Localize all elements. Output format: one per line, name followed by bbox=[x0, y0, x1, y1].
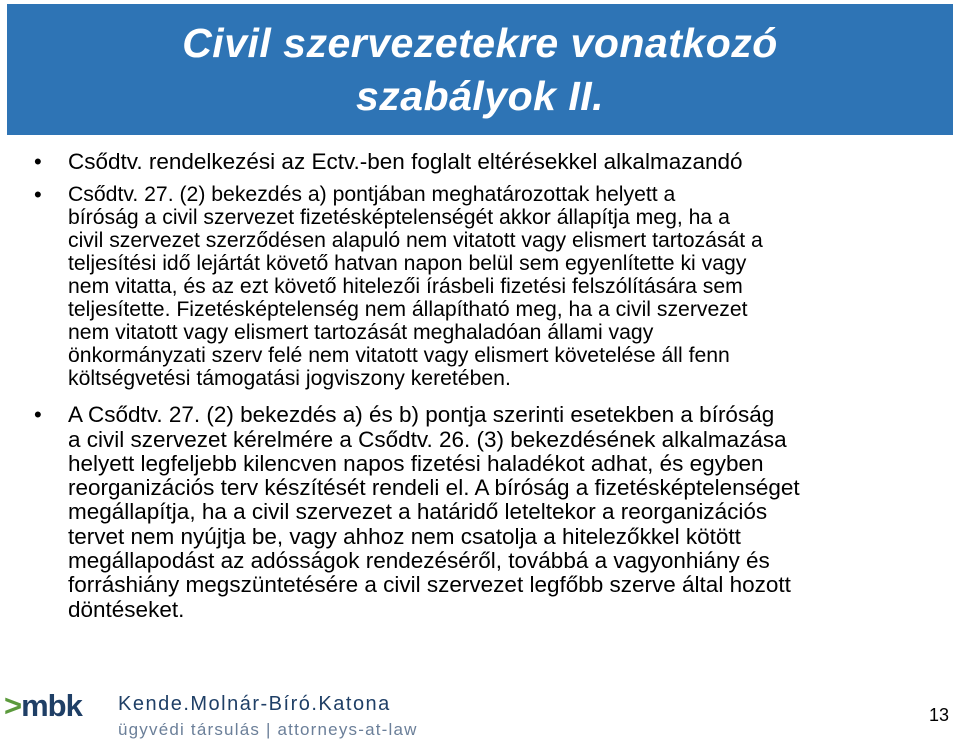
bullet-item-1 bbox=[34, 150, 944, 174]
bullet-3-line-5: megállapítja, ha a civil szervezet a határidő leteltekor a reorganizációs bbox=[68, 499, 768, 525]
bullet-2-line-8: önkormányzati szerv felé nem vitatott vagy elismert követelése áll fenn bbox=[68, 344, 730, 368]
bullet-2-line-7: nem vitatott vagy elismert tartozását meghaladóan állami vagy bbox=[68, 321, 654, 345]
slide-title-line-2: szabályok II. bbox=[355, 72, 605, 119]
bullet-2-line-5: nem vitatta, és az ezt követő hitelezői írásbeli fizetési felszólítására sem bbox=[68, 275, 743, 299]
firm-name: Kende.Molnár-Bíró.Katona bbox=[118, 693, 391, 715]
bullet-dot-icon: • bbox=[34, 182, 42, 208]
slide-footer bbox=[0, 680, 960, 740]
bullet-3-line-6: tervet nem nyújtja be, vagy ahhoz nem csatolja a hitelezőkkel kötött bbox=[68, 523, 741, 549]
slide-title-bar bbox=[7, 4, 953, 135]
bullet-dot-icon: • bbox=[34, 402, 42, 428]
bullet-3-line-7: megállapodást az adósságok rendezéséről, továbbá a vagyonhiány és bbox=[68, 548, 770, 574]
bullet-2-line-3: civil szervezet szerződésen alapuló nem vitatott vagy elismert tartozását a bbox=[68, 229, 763, 253]
bullet-2-line-2: bíróság a civil szervezet fizetésképtelenségét akkor állapítja meg, ha a bbox=[68, 206, 730, 230]
bullet-3-line-3: helyett legfeljebb kilencven napos fizetési haladékot adhat, és egyben bbox=[68, 450, 764, 476]
bullet-dot-icon: • bbox=[34, 149, 42, 174]
bullet-3-line-4: reorganizációs terv készítését rendeli el. A bíróság a fizetésképtelenséget bbox=[68, 475, 800, 501]
bullet-3-line-1: A Csődtv. 27. (2) bekezdés a) és b) pontja szerinti esetekben a bíróság bbox=[68, 402, 775, 428]
mbk-logo: >mbk bbox=[4, 688, 82, 723]
bullet-3-line-8: forráshiány megszüntetésére a civil szervezet legfőbb szerve által hozott bbox=[68, 572, 791, 598]
bullet-2-line-4: teljesítési idő lejártát követő hatvan napon belül sem egyenlítette ki vagy bbox=[68, 252, 747, 276]
bullet-2-line-9: költségvetési támogatási jogviszony keretében. bbox=[68, 367, 511, 391]
bullet-item-2 bbox=[34, 183, 944, 390]
bullet-3-line-2: a civil szervezet kérelmére a Csődtv. 26. (3) bekezdésének alkalmazása bbox=[68, 426, 787, 452]
slide-body bbox=[34, 150, 944, 622]
bullet-1-line-1: Csődtv. rendelkezési az Ectv.-ben foglalt eltérésekkel alkalmazandó bbox=[68, 149, 743, 174]
bullet-2-line-1: Csődtv. 27. (2) bekezdés a) pontjában meghatározottak helyett a bbox=[68, 183, 676, 207]
bullet-2-line-6: teljesítette. Fizetésképtelenség nem állapítható meg, ha a civil szervezet bbox=[68, 298, 748, 322]
firm-subtitle: ügyvédi társulás | attorneys-at-law bbox=[118, 720, 418, 739]
page-number: 13 bbox=[928, 705, 949, 725]
bullet-item-3 bbox=[34, 403, 944, 622]
slide-title-line-1: Civil szervezetekre vonatkozó bbox=[182, 19, 778, 66]
bullet-3-line-9: döntéseket. bbox=[68, 596, 185, 622]
